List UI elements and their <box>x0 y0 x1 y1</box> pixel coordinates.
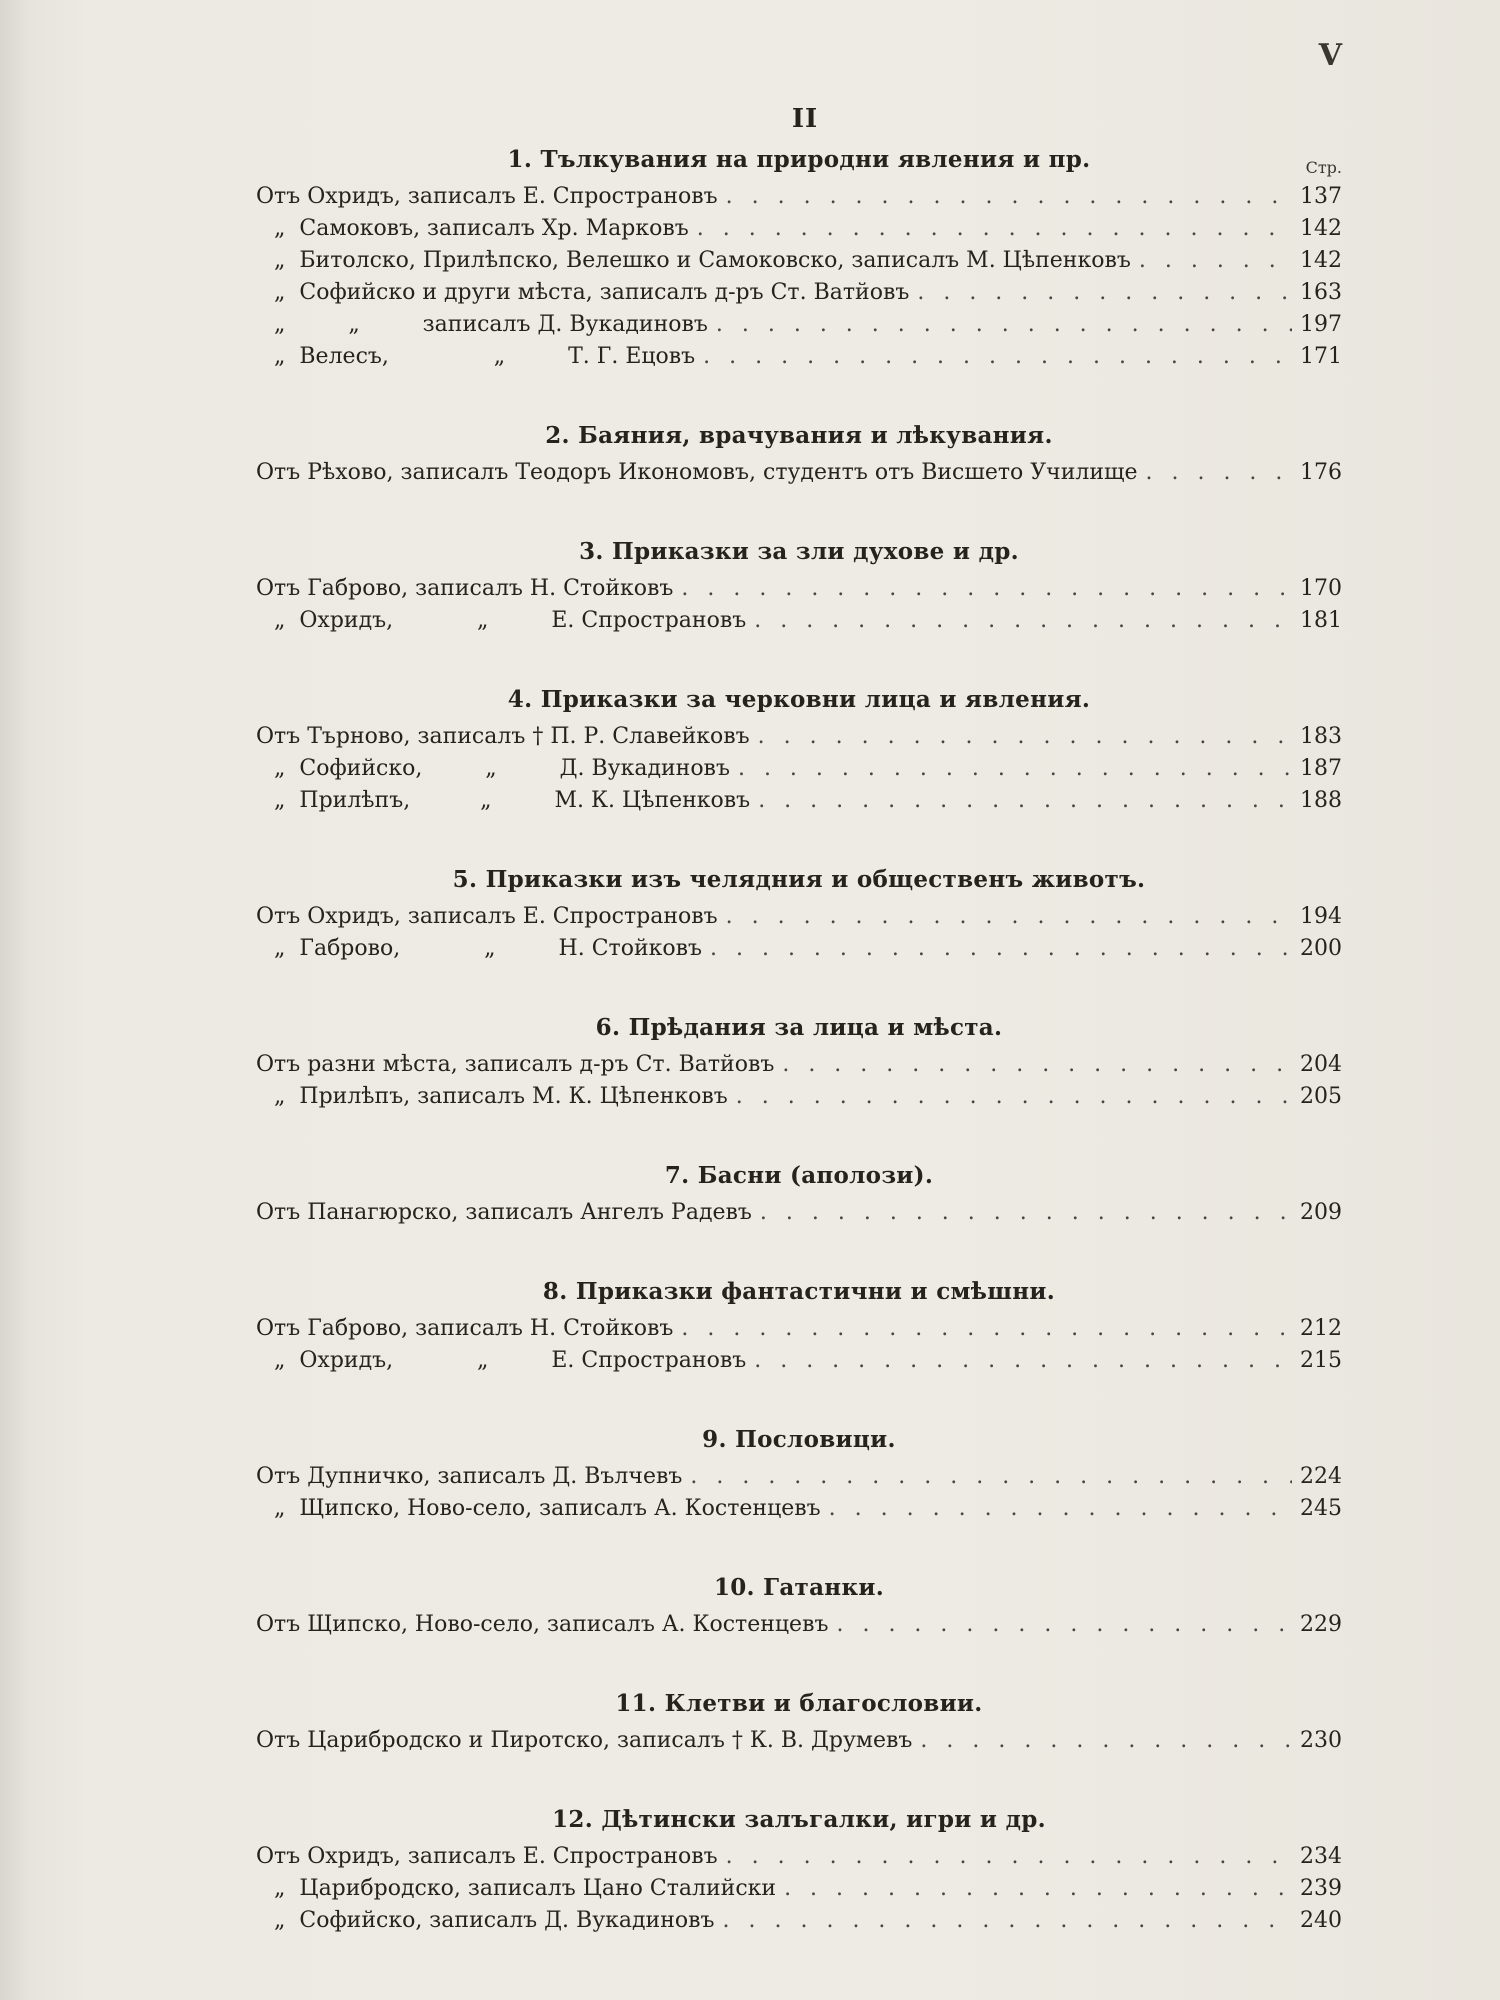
section-heading-row <box>256 1154 1342 1200</box>
toc-entry <box>256 904 1342 936</box>
section-title: 3. Приказки за зли духове и др. <box>579 538 1019 565</box>
dot-leader <box>697 216 1292 241</box>
section-title: 9. Пословици. <box>702 1426 896 1453</box>
entry-page-number: 234 <box>1300 1844 1342 1869</box>
entry-text: Отъ Щипско, Ново-село, записалъ А. Костенцевъ <box>256 1612 829 1637</box>
entry-page-number: 171 <box>1300 344 1342 369</box>
entry-page-number: 170 <box>1300 576 1342 601</box>
toc-entry <box>256 312 1342 344</box>
section-heading-row <box>256 1006 1342 1052</box>
toc-section <box>256 530 1342 640</box>
entry-text: „ Охридъ, „ Е. Спространовъ <box>274 608 747 633</box>
section-title: 5. Приказки изъ челядния и общественъ животъ. <box>452 866 1146 893</box>
entry-page-number: 194 <box>1300 904 1342 929</box>
toc-section <box>256 1682 1342 1760</box>
toc-entry <box>256 1200 1342 1232</box>
toc-section <box>256 138 1342 376</box>
dot-leader <box>681 1316 1292 1341</box>
entry-text: Отъ разни мѣста, записалъ д-ръ Ст. Ватйовъ <box>256 1052 775 1077</box>
toc-entry <box>256 184 1342 216</box>
dot-leader <box>723 1908 1292 1933</box>
dot-leader <box>681 576 1292 601</box>
toc-section <box>256 414 1342 492</box>
section-title: 4. Приказки за черковни лица и явления. <box>507 686 1091 713</box>
entry-page-number: 240 <box>1300 1908 1342 1933</box>
toc-entry <box>256 788 1342 820</box>
toc-section <box>256 1798 1342 1940</box>
entry-page-number: 209 <box>1300 1200 1342 1225</box>
toc-entry <box>256 1876 1342 1908</box>
section-heading-row <box>256 1566 1342 1612</box>
entry-page-number: 187 <box>1300 756 1342 781</box>
entry-page-number: 181 <box>1300 608 1342 633</box>
toc-entry <box>256 1316 1342 1348</box>
dot-leader <box>726 904 1292 929</box>
entry-page-number: 230 <box>1300 1728 1342 1753</box>
toc-section <box>256 678 1342 820</box>
entry-text: Отъ Царибродско и Пиротско, записалъ † К. В. Друмевъ <box>256 1728 913 1753</box>
dot-leader <box>726 1844 1292 1869</box>
entry-page-number: 142 <box>1300 248 1342 273</box>
section-title: 1. Тълкувания на природни явления и пр. <box>507 146 1091 173</box>
dot-leader <box>836 1612 1292 1637</box>
entry-text: „ „ записалъ Д. Вукадиновъ <box>274 312 708 337</box>
toc-entry <box>256 344 1342 376</box>
toc-entry <box>256 1612 1342 1644</box>
section-heading-row <box>256 1682 1342 1728</box>
toc-entry <box>256 216 1342 248</box>
toc-section <box>256 858 1342 968</box>
entry-text: Отъ Охридъ, записалъ Е. Спространовъ <box>256 904 718 929</box>
dot-leader <box>784 1876 1292 1901</box>
dot-leader <box>736 1084 1292 1109</box>
entry-page-number: 142 <box>1300 216 1342 241</box>
toc-section <box>256 1418 1342 1528</box>
toc-section <box>256 1154 1342 1232</box>
dot-leader <box>782 1052 1292 1077</box>
toc-entry <box>256 1908 1342 1940</box>
section-title: 8. Приказки фантастични и смѣшни. <box>542 1278 1056 1305</box>
entry-page-number: 137 <box>1300 184 1342 209</box>
toc-entry <box>256 248 1342 280</box>
toc-entry <box>256 280 1342 312</box>
entry-text: „ Царибродско, записалъ Цано Сталийски <box>274 1876 777 1901</box>
dot-leader <box>758 788 1292 813</box>
section-title: 2. Баяния, врачувания и лѣкувания. <box>545 422 1053 449</box>
entry-text: Отъ Охридъ, записалъ Е. Спространовъ <box>256 1844 718 1869</box>
dot-leader <box>758 724 1292 749</box>
entry-page-number: 204 <box>1300 1052 1342 1077</box>
entry-text: „ Софийско и други мѣста, записалъ д-ръ Ст. Ватйовъ <box>274 280 910 305</box>
entry-text: Отъ Търново, записалъ † П. Р. Славейковъ <box>256 724 750 749</box>
toc-entry <box>256 1844 1342 1876</box>
section-heading-row <box>256 138 1342 184</box>
part-number: II <box>791 104 819 134</box>
section-heading-row <box>256 530 1342 576</box>
dot-leader <box>754 608 1292 633</box>
toc-entry <box>256 1496 1342 1528</box>
section-title: 6. Прѣдания за лица и мѣста. <box>595 1014 1003 1041</box>
entry-text: Отъ Панагюрско, записалъ Ангелъ Радевъ <box>256 1200 752 1225</box>
page-number: V <box>1318 38 1342 73</box>
section-heading-row <box>256 1418 1342 1464</box>
section-heading-row <box>256 1798 1342 1844</box>
entry-page-number: 212 <box>1300 1316 1342 1341</box>
entry-page-number: 224 <box>1300 1464 1342 1489</box>
entry-page-number: 245 <box>1300 1496 1342 1521</box>
entry-page-number: 197 <box>1300 312 1342 337</box>
section-heading-row <box>256 414 1342 460</box>
toc-entry <box>256 756 1342 788</box>
entry-text: „ Битолско, Прилѣпско, Велешко и Самоковско, записалъ М. Цѣпенковъ <box>274 248 1131 273</box>
toc-section <box>256 1566 1342 1644</box>
section-heading-row <box>256 858 1342 904</box>
entry-page-number: 229 <box>1300 1612 1342 1637</box>
section-title: 11. Клетви и благословии. <box>615 1690 983 1717</box>
toc-entry <box>256 1084 1342 1116</box>
entry-text: „ Прилѣпъ, записалъ М. К. Цѣпенковъ <box>274 1084 728 1109</box>
table-of-contents <box>256 138 1342 1940</box>
dot-leader <box>726 184 1292 209</box>
entry-text: „ Габрово, „ Н. Стойковъ <box>274 936 702 961</box>
dot-leader <box>690 1464 1292 1489</box>
entry-page-number: 239 <box>1300 1876 1342 1901</box>
dot-leader <box>710 936 1292 961</box>
dot-leader <box>754 1348 1292 1373</box>
entry-text: „ Велесъ, „ Т. Г. Ецовъ <box>274 344 696 369</box>
entry-text: Отъ Рѣхово, записалъ Теодоръ Икономовъ, студентъ отъ Висшето Училище <box>256 460 1138 485</box>
dot-leader <box>738 756 1292 781</box>
toc-entry <box>256 724 1342 756</box>
entry-text: Отъ Габрово, записалъ Н. Стойковъ <box>256 1316 674 1341</box>
page-column-label: Стр. <box>1305 158 1342 177</box>
entry-text: „ Софийско, „ Д. Вукадиновъ <box>274 756 730 781</box>
toc-entry <box>256 1728 1342 1760</box>
dot-leader <box>1145 460 1292 485</box>
dot-leader <box>703 344 1292 369</box>
entry-page-number: 205 <box>1300 1084 1342 1109</box>
toc-entry <box>256 460 1342 492</box>
toc-entry <box>256 936 1342 968</box>
toc-entry <box>256 1052 1342 1084</box>
toc-entry <box>256 1348 1342 1380</box>
dot-leader <box>920 1728 1292 1753</box>
entry-text: „ Щипско, Ново-село, записалъ А. Костенцевъ <box>274 1496 821 1521</box>
dot-leader <box>917 280 1292 305</box>
section-heading-row <box>256 1270 1342 1316</box>
entry-page-number: 163 <box>1300 280 1342 305</box>
entry-text: „ Самоковъ, записалъ Хр. Марковъ <box>274 216 689 241</box>
entry-page-number: 215 <box>1300 1348 1342 1373</box>
entry-page-number: 176 <box>1300 460 1342 485</box>
dot-leader <box>760 1200 1292 1225</box>
entry-page-number: 188 <box>1300 788 1342 813</box>
section-title: 7. Басни (аполози). <box>664 1162 934 1189</box>
dot-leader <box>1139 248 1292 273</box>
entry-text: „ Охридъ, „ Е. Спространовъ <box>274 1348 747 1373</box>
toc-entry <box>256 608 1342 640</box>
dot-leader <box>716 312 1292 337</box>
entry-page-number: 183 <box>1300 724 1342 749</box>
section-heading-row <box>256 678 1342 724</box>
section-title: 12. Дѣтински залъгалки, игри и др. <box>552 1806 1046 1833</box>
toc-section <box>256 1006 1342 1116</box>
section-title: 10. Гатанки. <box>713 1574 885 1601</box>
toc-entry <box>256 1464 1342 1496</box>
entry-text: Отъ Габрово, записалъ Н. Стойковъ <box>256 576 674 601</box>
toc-entry <box>256 576 1342 608</box>
entry-text: Отъ Дупничко, записалъ Д. Вълчевъ <box>256 1464 683 1489</box>
toc-section <box>256 1270 1342 1380</box>
dot-leader <box>829 1496 1292 1521</box>
entry-text: Отъ Охридъ, записалъ Е. Спространовъ <box>256 184 718 209</box>
entry-text: „ Софийско, записалъ Д. Вукадиновъ <box>274 1908 715 1933</box>
entry-text: „ Прилѣпъ, „ М. К. Цѣпенковъ <box>274 788 751 813</box>
entry-page-number: 200 <box>1300 936 1342 961</box>
